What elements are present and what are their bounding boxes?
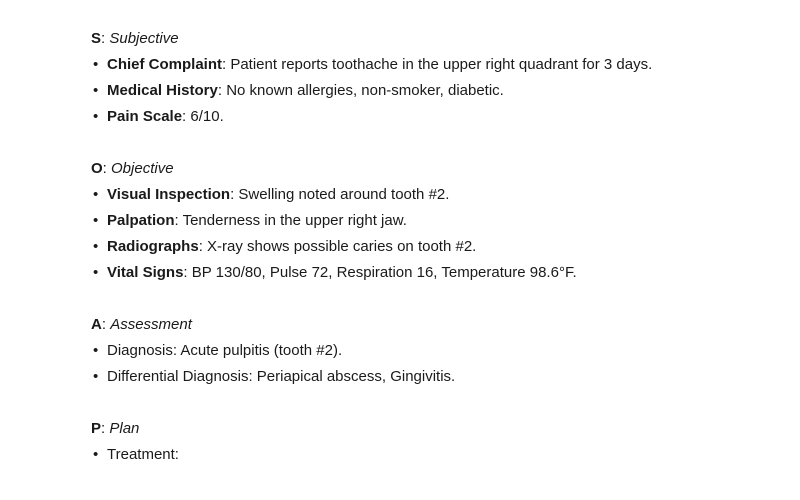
item-term: Pain Scale bbox=[107, 108, 183, 125]
section-objective bbox=[91, 156, 771, 286]
item-text: : BP 130/80, Pulse 72, Respiration 16, Temperature 98.6°F. bbox=[183, 264, 577, 281]
heading-separator: : bbox=[101, 316, 111, 333]
section-letter: P bbox=[91, 420, 102, 437]
section-heading bbox=[91, 26, 771, 52]
soap-note bbox=[91, 26, 771, 494]
item-term: Visual Inspection bbox=[107, 186, 231, 203]
list-item bbox=[91, 78, 771, 104]
heading-separator: : bbox=[101, 420, 110, 437]
list-item bbox=[91, 364, 771, 390]
section-assessment bbox=[91, 312, 771, 390]
bullet-icon: • bbox=[93, 108, 99, 125]
item-list bbox=[91, 52, 771, 130]
item-text: Differential Diagnosis: Periapical abscess, Gingivitis. bbox=[107, 368, 456, 385]
bullet-icon: • bbox=[93, 186, 99, 203]
item-list bbox=[91, 442, 771, 468]
list-item bbox=[91, 104, 771, 130]
section-label: Plan bbox=[109, 420, 140, 437]
list-item bbox=[91, 260, 771, 286]
list-item bbox=[91, 52, 771, 78]
bullet-icon: • bbox=[93, 238, 99, 255]
item-term: Chief Complaint bbox=[107, 56, 222, 73]
item-list bbox=[91, 338, 771, 390]
item-text: : No known allergies, non-smoker, diabetic. bbox=[217, 82, 504, 99]
section-label: Objective bbox=[111, 160, 174, 177]
section-subjective bbox=[91, 26, 771, 130]
item-list bbox=[91, 182, 771, 286]
bullet-icon: • bbox=[93, 368, 99, 385]
section-letter: A bbox=[91, 316, 102, 333]
bullet-icon: • bbox=[93, 56, 99, 73]
heading-separator: : bbox=[102, 160, 112, 177]
item-text: : 6/10. bbox=[182, 108, 224, 125]
list-item bbox=[91, 338, 771, 364]
item-text: : Patient reports toothache in the upper right quadrant for 3 days. bbox=[222, 56, 653, 73]
bullet-icon: • bbox=[93, 446, 99, 463]
item-term: Medical History bbox=[107, 82, 218, 99]
bullet-icon: • bbox=[93, 264, 99, 281]
list-item bbox=[91, 442, 771, 468]
item-term: Vital Signs bbox=[107, 264, 184, 281]
section-letter: S bbox=[91, 30, 102, 47]
item-text: Treatment: bbox=[107, 446, 179, 463]
section-label: Assessment bbox=[110, 316, 192, 333]
list-item bbox=[91, 208, 771, 234]
item-text: : Tenderness in the upper right jaw. bbox=[174, 212, 407, 229]
heading-separator: : bbox=[101, 30, 110, 47]
item-text: Diagnosis: Acute pulpitis (tooth #2). bbox=[107, 342, 343, 359]
section-letter: O bbox=[91, 160, 103, 177]
bullet-icon: • bbox=[93, 82, 99, 99]
item-term: Radiographs bbox=[107, 238, 199, 255]
section-heading bbox=[91, 416, 771, 442]
section-heading bbox=[91, 312, 771, 338]
item-text: : X-ray shows possible caries on tooth #2. bbox=[198, 238, 477, 255]
list-item bbox=[91, 182, 771, 208]
section-heading bbox=[91, 156, 771, 182]
bullet-icon: • bbox=[93, 212, 99, 229]
list-item bbox=[91, 234, 771, 260]
item-text: : Swelling noted around tooth #2. bbox=[230, 186, 450, 203]
section-label: Subjective bbox=[109, 30, 179, 47]
section-plan bbox=[91, 416, 771, 468]
item-term: Palpation bbox=[107, 212, 175, 229]
bullet-icon: • bbox=[93, 342, 99, 359]
